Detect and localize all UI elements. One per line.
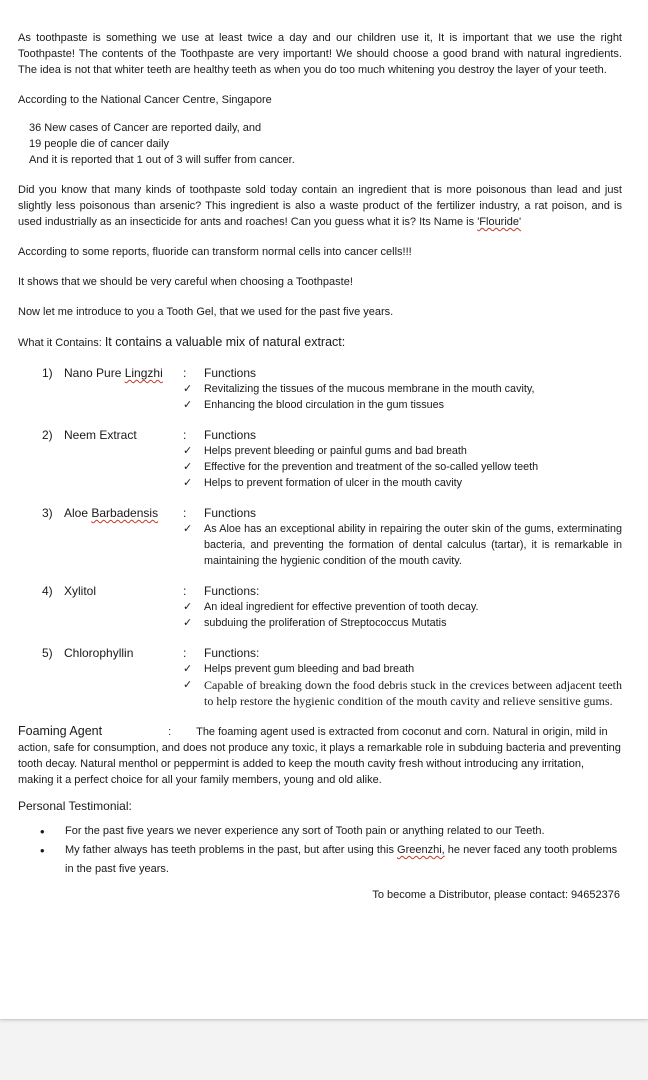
- ingredient-4: [18, 583, 622, 631]
- ingredient-5: [18, 645, 622, 709]
- careful-line: It shows that we should be very careful when choosing a Toothpaste!: [18, 276, 353, 288]
- testimonial-heading: Personal Testimonial:: [18, 799, 132, 813]
- function-item: [18, 381, 622, 397]
- function-text: Helps prevent gum bleeding and bad breath: [204, 663, 415, 675]
- check-icon: ✓: [183, 679, 193, 691]
- foaming-agent-colon: :: [168, 726, 172, 738]
- foaming-agent-label: Foaming Agent: [18, 724, 103, 738]
- document-body: [18, 30, 622, 903]
- bullet-icon: •: [40, 824, 45, 839]
- check-icon: ✓: [183, 399, 193, 411]
- function-text: Revitalizing the tissues of the mucous membrane in the mouth cavity,: [204, 383, 535, 395]
- check-icon: ✓: [183, 663, 193, 675]
- fluoride-name: 'Flouride': [477, 216, 522, 228]
- reports-line: According to some reports, fluoride can transform normal cells into cancer cells!!!: [18, 246, 412, 258]
- function-text: Enhancing the blood circulation in the gum tissues: [204, 399, 445, 411]
- ingredient-name-flagged: Barbadensis: [91, 506, 159, 520]
- function-text: Effective for the prevention and treatment of the so-called yellow teeth: [204, 461, 539, 473]
- functions-list: [18, 521, 622, 569]
- ingredient-colon: :: [183, 506, 187, 520]
- check-icon: ✓: [183, 601, 193, 613]
- ingredient-number: 4): [42, 584, 53, 598]
- function-item: [18, 677, 622, 709]
- testimonial-brand: Greenzhi,: [397, 844, 445, 856]
- introduce-line: Now let me introduce to you a Tooth Gel, that we used for the past five years.: [18, 306, 394, 318]
- fluoride-paragraph: [18, 182, 622, 230]
- function-text: As Aloe has an exceptional ability in repairing the outer skin of the gums, exterminating bacteria, and preventing the formation of dental calculus (tartar), it is remarkable in maintaining the hygienic condition of the mouth cavity.: [204, 523, 622, 567]
- functions-title: Functions: [204, 366, 257, 380]
- function-item: [18, 475, 622, 491]
- functions-list: [18, 443, 622, 491]
- ingredient-colon: :: [183, 366, 187, 380]
- function-item: [18, 615, 622, 631]
- bullet-icon: •: [40, 843, 45, 858]
- functions-list: [18, 599, 622, 631]
- function-text: Helps prevent bleeding or painful gums and bad breath: [204, 445, 467, 457]
- functions-title: Functions:: [204, 646, 260, 660]
- ingredient-name: Chlorophyllin: [64, 646, 134, 660]
- testimonial-text: For the past five years we never experience any sort of Tooth pain or anything related to our Teeth.: [65, 825, 545, 837]
- ingredient-1: [18, 365, 622, 413]
- ingredient-number: 2): [42, 428, 53, 442]
- foaming-agent-text: The foaming agent used is extracted from coconut and corn. Natural in origin, mild in action, safe for consumption, and does not produce any toxic, it plays a remarkable role in subduing bacteria and preventing tooth decay. Natural menthol or peppermint is added to keep the mouth cavity fresh without introducing any irritation, making it a perfect choice for all your family members, young and old alike.: [18, 726, 621, 786]
- ingredient-number: 1): [42, 366, 53, 380]
- function-item: [18, 521, 622, 569]
- contains-line: [18, 334, 622, 351]
- check-icon: ✓: [183, 383, 193, 395]
- function-text: subduing the proliferation of Streptococcus Mutatis: [204, 617, 447, 629]
- stat-line: And it is reported that 1 out of 3 will suffer from cancer.: [29, 154, 295, 166]
- ingredient-name: Xylitol: [64, 584, 97, 598]
- source-line: According to the National Cancer Centre, Singapore: [18, 94, 272, 106]
- testimonial-item: [18, 822, 622, 841]
- ingredient-name: Neem Extract: [64, 428, 137, 442]
- functions-title: Functions: [204, 506, 257, 520]
- check-icon: ✓: [183, 477, 193, 489]
- intro-paragraph: As toothpaste is something we use at least twice a day and our children use it, It is important that we use the right Toothpaste! The contents of the Toothpaste are very important! We should choose a good brand with natural ingredients. The idea is not that whiter teeth are healthy teeth as when you do too much whitening you destroy the layer of your teeth.: [18, 32, 622, 76]
- ingredient-colon: :: [183, 584, 187, 598]
- contains-label: What it Contains:: [18, 337, 105, 349]
- functions-title: Functions:: [204, 584, 260, 598]
- testimonial-item: [18, 841, 622, 879]
- testimonial-text-end: he never faced any tooth problems in the past five years.: [65, 844, 618, 875]
- stat-line: 19 people die of cancer daily: [29, 138, 170, 150]
- check-icon: ✓: [183, 523, 193, 535]
- foaming-agent-paragraph: [18, 723, 622, 788]
- ingredient-number: 3): [42, 506, 53, 520]
- ingredient-number: 5): [42, 646, 53, 660]
- ingredient-colon: :: [183, 428, 187, 442]
- functions-list: [18, 661, 622, 709]
- functions-list: [18, 381, 622, 413]
- check-icon: ✓: [183, 461, 193, 473]
- functions-title: Functions: [204, 428, 257, 442]
- contains-text: It contains a valuable mix of natural extract:: [104, 335, 346, 349]
- testimonial-text: My father always has teeth problems in the past, but after using this: [65, 844, 398, 856]
- ingredient-colon: :: [183, 646, 187, 660]
- distributor-contact: To become a Distributor, please contact: 94652376: [372, 889, 620, 901]
- fluoride-text: Did you know that many kinds of toothpaste sold today contain an ingredient that is more poisonous than lead and just slightly less poisonous than arsenic? This ingredient is also a waste product of the fertilizer industry, a rat poison, and is used industrially as an insecticide for ants and roaches! Can you guess what it is? Its Name is: [18, 184, 622, 228]
- function-item: [18, 599, 622, 615]
- ingredient-name: [64, 505, 158, 521]
- ingredient-name-text: Aloe: [64, 506, 92, 520]
- function-text: Capable of breaking down the food debris stuck in the crevices between adjacent teeth to help restore the hygienic condition of the mouth cavity and relieve sensitive gums.: [204, 678, 622, 708]
- ingredient-name-text: Nano Pure: [64, 366, 125, 380]
- ingredient-name-flagged: Lingzhi: [124, 366, 163, 380]
- function-item: [18, 397, 622, 413]
- ingredient-2: [18, 427, 622, 491]
- testimonial-list: [18, 822, 622, 879]
- function-text: Helps to prevent formation of ulcer in the mouth cavity: [204, 477, 463, 489]
- ingredient-name: [64, 365, 163, 381]
- check-icon: ✓: [183, 445, 193, 457]
- function-item: [18, 443, 622, 459]
- function-item: [18, 459, 622, 475]
- stat-line: 36 New cases of Cancer are reported daily, and: [29, 122, 262, 134]
- function-text: An ideal ingredient for effective prevention of tooth decay.: [204, 601, 479, 613]
- function-item: [18, 661, 622, 677]
- cancer-stats: [18, 120, 622, 168]
- check-icon: ✓: [183, 617, 193, 629]
- ingredient-3: [18, 505, 622, 569]
